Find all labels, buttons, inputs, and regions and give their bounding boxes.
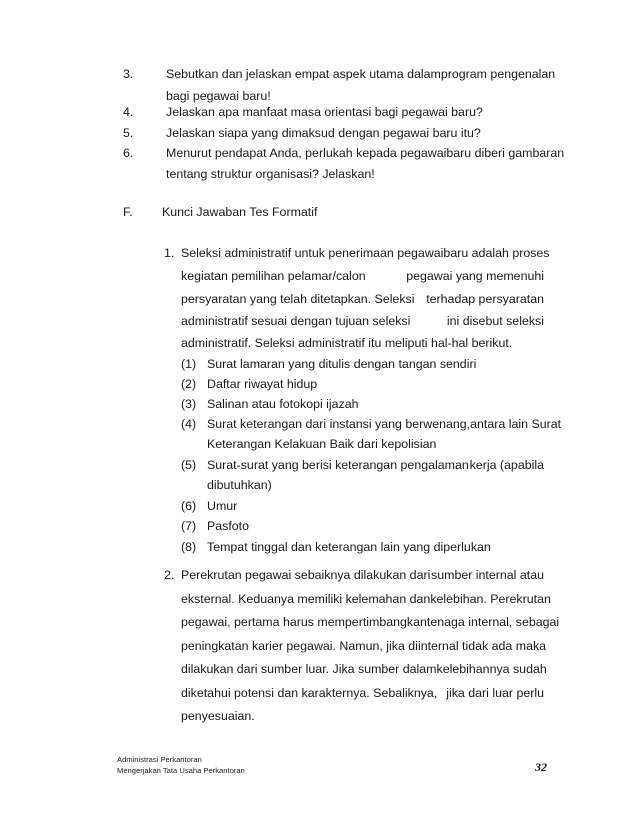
requirement-3-number: (3) <box>181 397 197 411</box>
question-5-number: 5. <box>123 126 134 140</box>
requirement-7-number: (7) <box>181 519 197 533</box>
question-6-number: 6. <box>123 146 134 160</box>
footer-text <box>117 754 245 776</box>
question-4-number: 4. <box>123 105 134 119</box>
answer-1-line-3: persyaratan yang telah ditetapkan. Seleksi terhadap persyaratan <box>181 292 544 306</box>
requirement-4-line-1: Surat keterangan dari instansi yang berwenang, antara lain Surat <box>207 417 562 431</box>
question-6-line-1: Menurut pendapat Anda, perlukah kepada pegawai baru diberi gambaran <box>166 146 565 160</box>
question-5-text: Jelaskan siapa yang dimaksud dengan pegawai baru itu? <box>166 126 481 140</box>
requirement-7-text: Pasfoto <box>207 519 250 533</box>
requirement-1-text: Surat lamaran yang ditulis dengan tangan sendiri <box>207 357 477 371</box>
answer-1-line-4: administratif sesuai dengan tujuan seleksi ini disebut seleksi <box>181 314 544 328</box>
answer-1-number: 1. <box>164 246 175 260</box>
question-3-line-1: Sebutkan dan jelaskan empat aspek utama dalam program pengenalan <box>166 67 556 81</box>
requirement-8-number: (8) <box>181 540 197 554</box>
page-number: 32 <box>535 760 547 774</box>
requirement-8-text: Tempat tinggal dan keterangan lain yang diperlukan <box>207 540 491 554</box>
requirement-2-number: (2) <box>181 377 197 391</box>
answer-1-line-2: kegiatan pemilihan pelamar/calon pegawai yang memenuhi <box>181 269 544 283</box>
answer-2-line-4: peningkatan karier pegawai. Namun, jika di internal tidak ada maka <box>181 639 547 653</box>
requirement-6-number: (6) <box>181 499 197 513</box>
requirement-4-line-2: Keterangan Kelakuan Baik dari kepolisian <box>207 437 437 451</box>
answer-2-line-7: penyesuaian. <box>181 709 255 723</box>
section-title: Kunci Jawaban Tes Formatif <box>162 205 318 219</box>
requirement-4-number: (4) <box>181 417 197 431</box>
requirement-6-text: Umur <box>207 499 238 513</box>
question-4-text: Jelaskan apa manfaat masa orientasi bagi pegawai baru? <box>166 105 483 119</box>
requirement-5-line-1: Surat-surat yang berisi keterangan pengalaman kerja (apabila <box>207 458 544 472</box>
requirement-2-text: Daftar riwayat hidup <box>207 377 318 391</box>
answer-2-number: 2. <box>164 568 175 582</box>
answer-2-line-5: dilakukan dari sumber luar. Jika sumber dalam kelebihannya sudah <box>181 662 547 676</box>
footer-module-title: Mengerjakan Tata Usaha Perkantoran <box>117 766 245 775</box>
question-3-line-2: bagi pegawai baru! <box>166 89 271 103</box>
requirement-1-number: (1) <box>181 357 197 371</box>
requirement-5-number: (5) <box>181 458 197 472</box>
answer-1-line-1: Seleksi administratif untuk penerimaan pegawai baru adalah proses <box>181 246 550 260</box>
answer-2-line-1: Perekrutan pegawai sebaiknya dilakukan dari sumber internal atau <box>181 568 544 582</box>
question-3-number: 3. <box>123 67 134 81</box>
section-letter: F. <box>123 205 133 219</box>
question-6-line-2: tentang struktur organisasi? Jelaskan! <box>166 167 375 181</box>
answer-2-line-2: eksternal. Keduanya memiliki kelemahan dan kelebihan. Perekrutan <box>181 592 551 606</box>
footer-course-title: Administrasi Perkantoran <box>117 755 202 764</box>
answer-1-line-5: administratif. Seleksi administratif itu meliputi hal-hal berikut. <box>181 336 513 350</box>
answer-2-line-3: pegawai, pertama harus mempertimbangkan tenaga internal, sebagai <box>181 615 560 629</box>
requirement-3-text: Salinan atau fotokopi ijazah <box>207 397 359 411</box>
requirement-5-line-2: dibutuhkan) <box>207 478 272 492</box>
answer-2-line-6: diketahui potensi dan karakternya. Sebaliknya, jika dari luar perlu <box>181 686 544 700</box>
